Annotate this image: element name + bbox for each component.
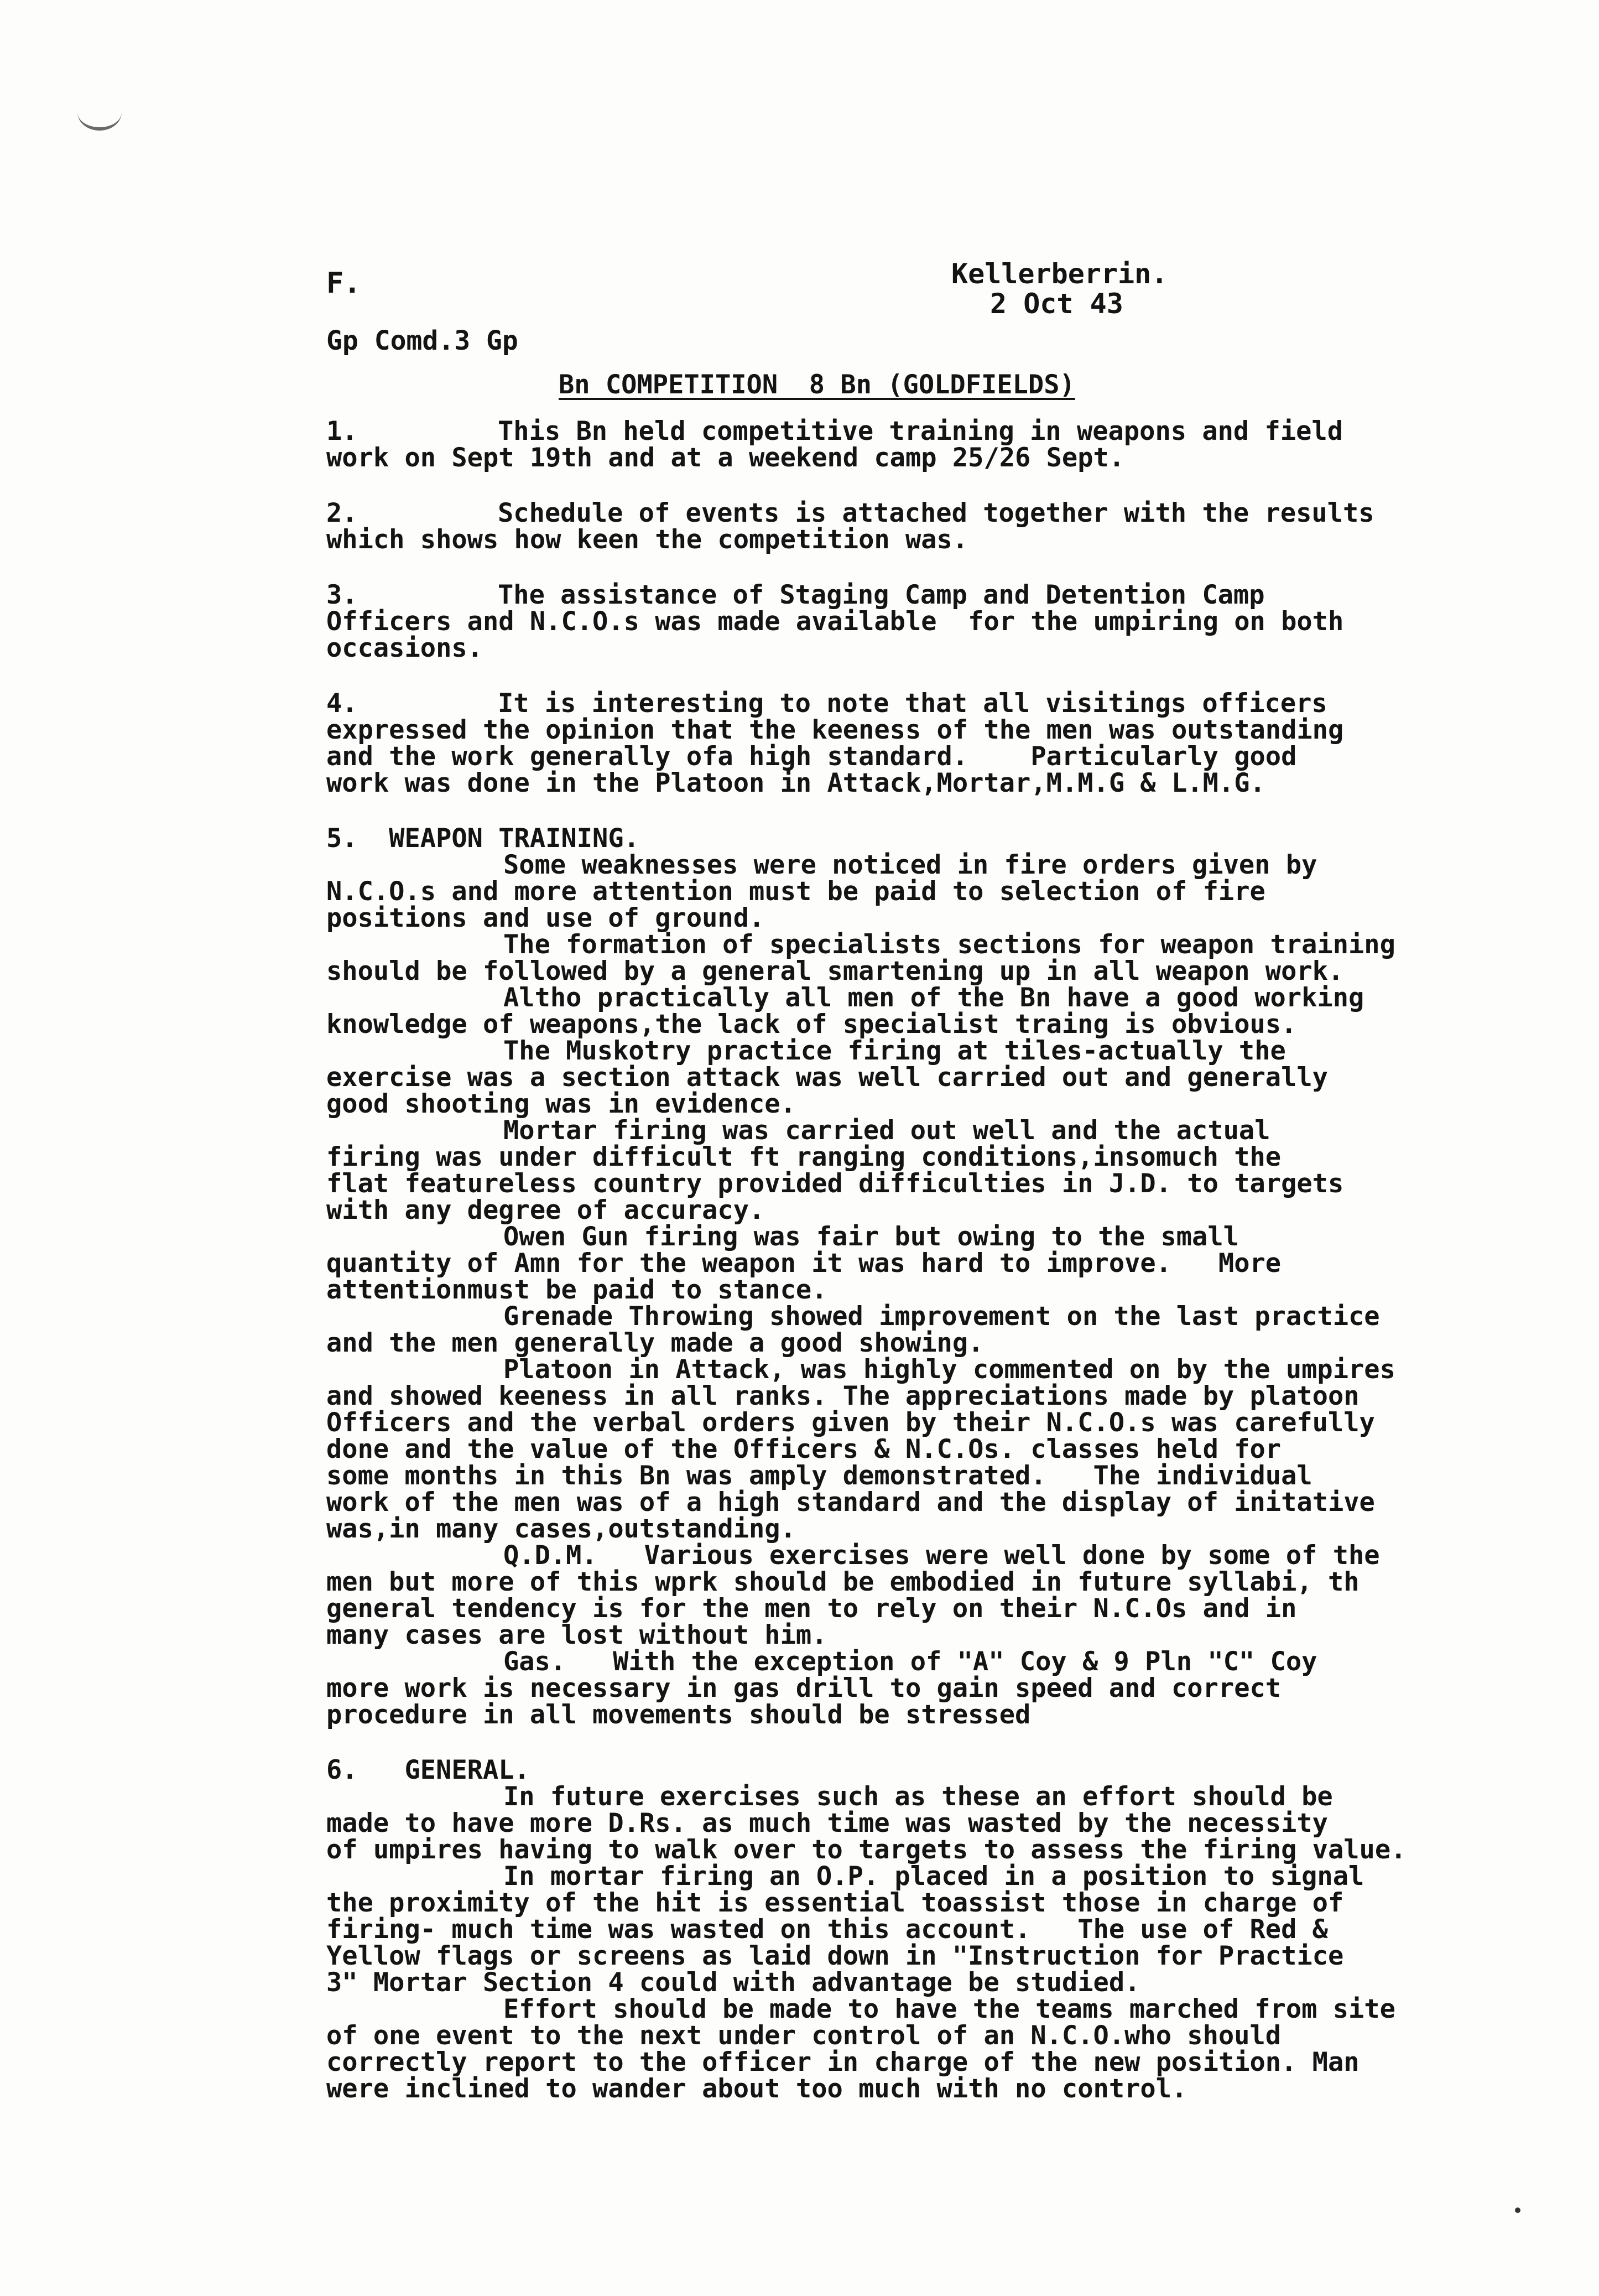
section-block-first-line: Gas. With the exception of "A" Coy & 9 Pln "C" Coy — [503, 1646, 1317, 1677]
section-block-line: more work is necessary in gas drill to gain speed and correct — [326, 1673, 1282, 1703]
scan-dot — [1515, 2207, 1520, 2213]
paragraph-number: 1. — [326, 416, 358, 446]
paragraph-first-line: It is interesting to note that all visitings officers — [498, 688, 1327, 719]
paragraph-number: 3. — [326, 580, 358, 610]
section-heading: 5. WEAPON TRAINING. — [326, 823, 639, 854]
section-block-first-line: Altho practically all men of the Bn have a good working — [503, 983, 1364, 1013]
section-block-first-line: Platoon in Attack, was highly commented on by the umpires — [503, 1354, 1395, 1385]
section-block-line: made to have more D.Rs. as much time was wasted by the necessity — [326, 1808, 1328, 1838]
section-block-first-line: In future exercises such as these an effort should be — [503, 1781, 1333, 1812]
section-block-first-line: Some weaknesses were noticed in fire orders given by — [503, 850, 1317, 880]
paragraph-line: which shows how keen the competition was. — [326, 524, 968, 555]
paragraph-line: Officers and N.C.O.s was made available for the umpiring on both — [326, 606, 1344, 637]
section-block-line: and showed keeness in all ranks. The appreciations made by platoon — [326, 1381, 1360, 1411]
paragraph-1 — [326, 418, 1433, 471]
reference-letter: F. — [326, 267, 361, 300]
paragraph-line: work on Sept 19th and at a weekend camp 25/26 Sept. — [326, 443, 1125, 473]
section-block-line: procedure in all movements should be stressed — [326, 1700, 1031, 1730]
section-block-line: men but more of this wprk should be embodied in future syllabi, th — [326, 1567, 1360, 1597]
section-block-line: N.C.O.s and more attention must be paid to selection of fire — [326, 876, 1265, 907]
section-block-line: exercise was a section attack was well carried out and generally — [326, 1062, 1328, 1093]
section-weapon-training — [326, 825, 1433, 1728]
section-block-line: correctly report to the officer in charge of the new position. Man — [326, 2047, 1360, 2077]
section-block-first-line: Q.D.M. Various exercises were well done by some of the — [503, 1540, 1380, 1571]
section-block-line: should be followed by a general smartening up in all weapon work. — [326, 956, 1344, 986]
section-block-line: of umpires having to walk over to targets to assess the firing value. — [326, 1835, 1407, 1865]
section-block-line: many cases are lost without him. — [326, 1620, 827, 1650]
paragraph-line: and the work generally ofa high standard. Particularly good — [326, 741, 1297, 772]
paragraph-4 — [326, 690, 1433, 797]
section-block-line: flat featureless country provided difficulties in J.D. to targets — [326, 1168, 1344, 1199]
section-block-first-line: Effort should be made to have the teams marched from site — [503, 1994, 1395, 2024]
paragraph-3 — [326, 582, 1433, 662]
section-block-line: of one event to the next under control of an N.C.O.who should — [326, 2020, 1282, 2051]
section-block-line: and the men generally made a good showing. — [326, 1328, 984, 1358]
place-date-block — [951, 259, 1168, 319]
paragraph-line: work was done in the Platoon in Attack,Mortar,M.M.G & L.M.G. — [326, 768, 1265, 798]
section-block-line: Officers and the verbal orders given by their N.C.O.s was carefully — [326, 1407, 1375, 1438]
paragraph-number: 2. — [326, 498, 358, 528]
section-block-line: good shooting was in evidence. — [326, 1089, 796, 1119]
section-block-line: firing was under difficult ft ranging conditions,insomuch the — [326, 1142, 1282, 1172]
section-block-line: were inclined to wander about too much with no control. — [326, 2074, 1187, 2104]
section-block-first-line: Owen Gun firing was fair but owing to the small — [503, 1222, 1239, 1252]
date: 2 Oct 43 — [990, 288, 1123, 320]
section-block-line: quantity of Amn for the weapon it was hard to improve. More — [326, 1248, 1282, 1279]
section-block-line: positions and use of ground. — [326, 903, 765, 933]
section-block-first-line: The Muskotry practice firing at tiles-actually the — [503, 1036, 1286, 1066]
section-block-first-line: The formation of specialists sections for weapon training — [503, 929, 1395, 960]
section-block-line: knowledge of weapons,the lack of specialist traing is obvious. — [326, 1009, 1297, 1040]
paragraph-first-line: This Bn held competitive training in weapons and field — [498, 416, 1343, 446]
section-block-line: firing- much time was wasted on this account. The use of Red & — [326, 1914, 1328, 1945]
place: Kellerberrin. — [951, 258, 1168, 290]
section-block-line: some months in this Bn was amply demonstrated. The individual — [326, 1461, 1312, 1491]
document-title: Bn COMPETITION 8 Bn (GOLDFIELDS) — [559, 370, 1075, 400]
section-block-line: Yellow flags or screens as laid down in "Instruction for Practice — [326, 1941, 1344, 1971]
section-block-first-line: Mortar firing was carried out well and the actual — [503, 1115, 1270, 1146]
paragraph-first-line: Schedule of events is attached together with the results — [498, 498, 1374, 528]
paragraph-first-line: The assistance of Staging Camp and Detention Camp — [498, 580, 1265, 610]
section-block-line: attentionmust be paid to stance. — [326, 1275, 827, 1305]
section-block-line: done and the value of the Officers & N.C.Os. classes held for — [326, 1434, 1282, 1464]
scan-mark — [77, 94, 122, 131]
section-block-line: general tendency is for the men to rely on their N.C.Os and in — [326, 1593, 1297, 1624]
section-block-line: was,in many cases,outstanding. — [326, 1514, 796, 1544]
paragraph-number: 4. — [326, 688, 358, 719]
section-block-line: the proximity of the hit is essential toassist those in charge of — [326, 1888, 1344, 1918]
section-block-first-line: Grenade Throwing showed improvement on the last practice — [503, 1301, 1380, 1332]
document-body — [326, 418, 1433, 2131]
addressee: Gp Comd.3 Gp — [326, 325, 518, 356]
section-block-line: with any degree of accuracy. — [326, 1195, 765, 1225]
section-heading: 6. GENERAL. — [326, 1755, 530, 1785]
section-block-first-line: In mortar firing an O.P. placed in a position to signal — [503, 1861, 1364, 1892]
section-block-line: 3" Mortar Section 4 could with advantage be studied. — [326, 1967, 1140, 1998]
section-block-line: work of the men was of a high standard and the display of initative — [326, 1487, 1375, 1518]
section-general — [326, 1757, 1433, 2102]
paragraph-line: occasions. — [326, 633, 483, 663]
paragraph-line: expressed the opinion that the keeness of the men was outstanding — [326, 715, 1344, 745]
paragraph-2 — [326, 500, 1433, 553]
